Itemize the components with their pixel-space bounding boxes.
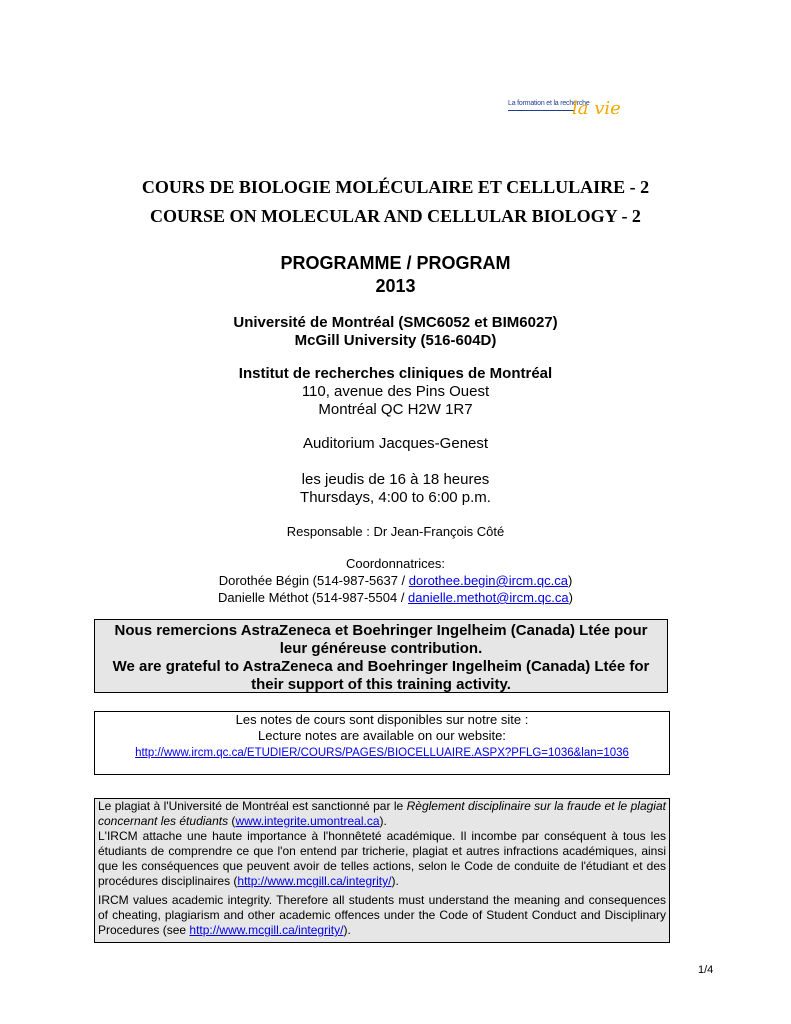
plagiarism-ircm-fr-text: L'IRCM attache une haute importance à l'honnêteté académique. Il incombe par conséquent à tous les étudiants de comprendre ce que l'on entend par tricherie, plagiat et autres infractions académiques, ainsi que les conséquences que peuvent avoir de telles actions, selon le Code de conduite de l'étudiant et des procédures disciplinaires (: [98, 829, 666, 888]
coordinator-methot: [0, 590, 791, 605]
notes-line-en: Lecture notes are available on our website:: [258, 728, 506, 743]
program-year: 2013: [375, 276, 416, 296]
sponsor-thanks-box: [94, 619, 668, 693]
plagiarism-ircm-en-close: ).: [343, 923, 351, 937]
notes-line-fr: Les notes de cours sont disponibles sur notre site :: [235, 712, 529, 727]
coordinator-methot-close: ): [568, 590, 573, 605]
plagiarism-udem-close: ).: [379, 814, 387, 828]
coordinator-begin-email-link[interactable]: dorothee.begin@ircm.qc.ca: [408, 573, 568, 588]
institute-street: 110, avenue des Pins Ouest: [301, 383, 490, 400]
coordinator-methot-name: Danielle Méthot (514-987-5504 /: [217, 590, 409, 605]
thanks-line-4: their support of this training activity.: [251, 676, 511, 693]
coordinator-methot-email-link[interactable]: danielle.methot@ircm.qc.ca: [408, 590, 569, 605]
thanks-line-1: Nous remercions AstraZeneca et Boehringer Ingelheim (Canada) Ltée pour: [114, 622, 648, 639]
plagiarism-ircm-en-text: IRCM values academic integrity. Therefore all students must understand the meaning and consequences of cheating, plagiarism and other academic offences under the Code of Student Conduct and Disciplinary Procedures (see: [98, 893, 666, 937]
coordinators-heading: Coordonnatrices:: [346, 556, 445, 571]
page-number: 1/4: [698, 964, 714, 976]
schedule-fr: les jeudis de 16 à 18 heures: [301, 471, 490, 488]
course-title-en: COURSE ON MOLECULAR AND CELLULAR BIOLOGY - 2: [150, 206, 641, 226]
responsable: Responsable : Dr Jean-François Côté: [286, 524, 505, 539]
institute-name: Institut de recherches cliniques de Montréal: [238, 365, 553, 382]
plagiarism-ircm-fr-close: ).: [391, 874, 399, 888]
course-title-fr: COURS DE BIOLOGIE MOLÉCULAIRE ET CELLULAIRE - 2: [141, 177, 650, 197]
plagiarism-udem-text: Le plagiat à l'Université de Montréal est sanctionné par le: [98, 799, 407, 813]
schedule-en: Thursdays, 4:00 to 6:00 p.m.: [300, 489, 491, 506]
logo: [508, 98, 620, 124]
udem-course-code: Université de Montréal (SMC6052 et BIM6027): [233, 314, 558, 331]
institute-city: Montréal QC H2W 1R7: [318, 401, 473, 418]
logo-underline: [508, 110, 574, 111]
program-heading: PROGRAMME / PROGRAM: [280, 253, 511, 273]
mcgill-integrity-link-en[interactable]: http://www.mcgill.ca/integrity/: [189, 923, 344, 937]
thanks-line-2: leur généreuse contribution.: [279, 640, 483, 657]
auditorium: Auditorium Jacques-Genest: [302, 435, 489, 452]
plagiarism-udem-open: (: [228, 814, 236, 828]
plagiarism-udem-paragraph: [98, 799, 666, 829]
logo-tagline: La formation et la recherche: [508, 100, 590, 107]
plagiarism-box: [94, 798, 670, 943]
plagiarism-ircm-en-paragraph: [98, 893, 666, 938]
coordinator-begin-name: Dorothée Bégin (514-987-5637 /: [218, 573, 409, 588]
plagiarism-regulation-title: Règlement disciplinaire sur la fraude et le plagiat concernant les étudiants: [98, 799, 666, 828]
plagiarism-ircm-fr-paragraph: [98, 829, 666, 889]
coordinator-begin-close: ): [567, 573, 573, 588]
logo-wordmark: la vie: [572, 98, 621, 119]
mcgill-integrity-link-fr[interactable]: http://www.mcgill.ca/integrity/: [237, 874, 392, 888]
integrite-link[interactable]: www.integrite.umontreal.ca: [235, 814, 380, 828]
notes-url-link[interactable]: http://www.ircm.qc.ca/ETUDIER/COURS/PAGES/BIOCELLUAIRE.ASPX?PFLG=1036&lan=1036: [135, 747, 629, 759]
coordinator-begin: [0, 573, 791, 588]
mcgill-course-code: McGill University (516-604D): [294, 332, 497, 349]
thanks-line-3: We are grateful to AstraZeneca and Boehringer Ingelheim (Canada) Ltée for: [112, 658, 650, 675]
lecture-notes-box: [94, 711, 670, 775]
